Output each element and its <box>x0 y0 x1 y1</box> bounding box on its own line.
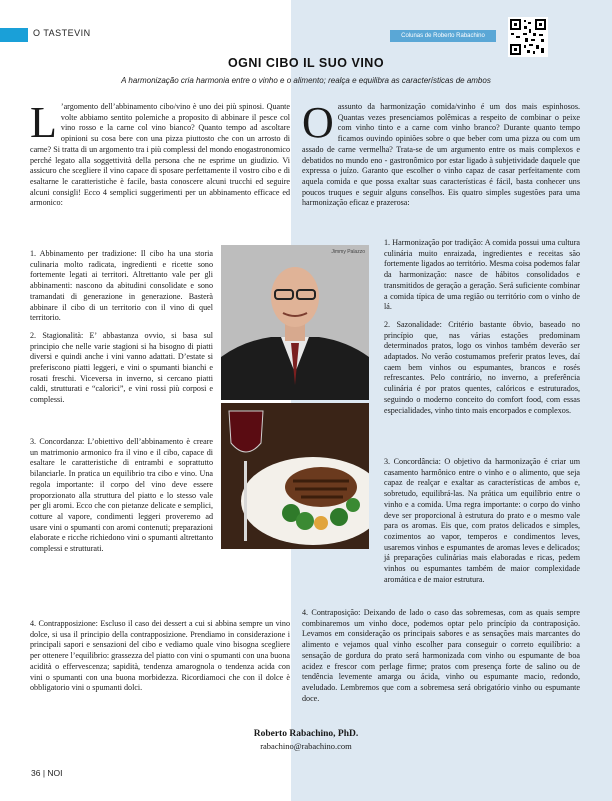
italian-point-1: 1. Abbinamento per tradizione: Il cibo ha una storia culinaria molto radicata, ingredienti e ricette sono fortemente legati ai territori. Altrettanto vale per gli abbinamenti: nascono da abitudini consolidate e sono tramandati di generazione in generazione. Basterà abbinare il cibo di un territorio con il vino di quel territorio. <box>30 249 213 323</box>
italian-intro: ’argomento dell’abbinamento cibo/vino è uno dei più spinosi. Quante volte abbiamo sentito polemiche a proposito di abbinare il pesce col vino rosso e la carne col vino bianco? Quanto tempo ad ascoltare opinioni su cosa bere con una pizza piuttosto che con un arrosto di carne? Si tratta di un argomento tra i più complessi del mondo enogastronomico perché legato alla soggettività della persona che ne esprime un giudizio. Vi assicuro che scegliere il vino capace di sposare perfettamente il vostro cibo e di esaltarne le caratteristiche è facile, basta conoscere alcuni trucchi ed seguire alcuni consigli! Ecco 4 semplici suggerimenti per un abbinamento efficace ed armonico: <box>30 102 290 208</box>
author-photo <box>221 245 369 400</box>
author-email[interactable]: rabachino@rabachino.com <box>260 741 352 751</box>
portuguese-column-right <box>384 238 580 423</box>
page-footer: 36 | NOI <box>31 768 63 778</box>
author-name: Roberto Rabachino, PhD. <box>253 729 359 739</box>
food-wine-photo <box>221 403 369 549</box>
italian-point-4: 4. Contrapposizione: Escluso il caso dei dessert a cui si abbina sempre un vino dolce, si usa il principio della contrapposizione. Prendiamo in considerazione i principali sapori e sensazioni del cibo e vediamo quale vino bisogna scegliere per ottenere l’equilibrio: grassezza del piatto con vini o spumanti con una buona acidità o effervescenza; sapidità, tendenza amarognola o tendenza acida con vini o spumanti con una buona morbidezza. Ricordiamoci che con il dolce è obbligatorio vini o spumanti dolci. <box>30 619 290 693</box>
drop-cap-o: O <box>302 98 334 147</box>
portuguese-intro: assunto da harmonização comida/vinho é um dos mais espinhosos. Quantas vezes presenciamos polêmicas a respeito de combinar o peixe com vinho tinto e a carne com vinho branco? Durante quanto tempo ficamos ouvindo opiniões sobre o que beber com uma pizza ou com um assado de carne vermelha? Trata-se de um argumento entre os mais complexos e debatidos no mundo eno - gastronômico por estar ligado à subjetividade daquele que expressa o juízo. Garanto que escolher o vinho capaz de casar perfeitamente com aquela comida e que possa exaltar suas características é fácil, basta conhecer uns poucos truques e seguir alguns conselhos. Eis quatro simples sugestões para uma harmonização eficaz e prazerosa: <box>302 102 580 208</box>
portuguese-point-2: 2. Sazonalidade: Critério bastante óbvio, baseado no princípio que, nas várias estações predominam determinados pratos, logo os vinhos também deverão ser adaptados. No verão costumamos preferir pratos leves, daí caem bem vinhos ou espumantes, brancos e rosés refrescantes. Pelo contrário, no inverno, a preferência culinária é por pratos quentes, calóricos e estruturados, seguindo o moderno conceito do comfort food, com essas especialidades, vinho tinto mais encorpados e complexos. <box>384 319 580 415</box>
section-tab-marker <box>0 28 28 42</box>
article-subtitle: A harmonização cria harmonia entre o vinho e o alimento; realça e equilibra as características de ambos <box>121 76 491 85</box>
drop-cap-l: L <box>30 98 57 147</box>
portuguese-point-4: 4. Contraposição: Deixando de lado o caso das sobremesas, com as quais sempre combinaremos um vinho doce, podemos optar pelo princípio da contraposição. Levamos em consideração os principais sabores e as sensações mais marcantes do alimento e vejamos qual vinho escolher para conseguir o correto equilíbrio: a sensação de gordura do prato será harmonizada com vinho ou espumante de boa acidez e frescor com perlage firme; pratos com presença forte de salino ou de tendência levemente amarga ou ácida, vinho ou espumante macio, redondo, aveludado. Lembremos que com a sobremesa será obrigatório vinho ou espumante doce. <box>302 608 580 703</box>
photo-credit: Jimmy Palazzo <box>331 249 365 255</box>
italian-point-3: 3. Concordanza: L’obiettivo dell’abbinamento è creare un matrimonio armonico fra il vino e il cibo, capace di esaltare le caratteristiche di entrambi e soprattutto bilanciarle. In pratica un equilibrio tra cibo e vino. Una regola importante: il corpo del vino deve essere proporzionato alla struttura del piatto e lo stesso vale per gli aromi. Ecco che con pietanze delicate e semplici, cotture al vapore, condimenti leggeri proveremo ad usare vini o spumanti con aromi contenuti; preparazioni elaborate e ricche richiedono vini o spumanti altrettanto complessi e strutturati. <box>30 437 213 554</box>
portuguese-point-1: 1. Harmonização por tradição: A comida possui uma cultura culinária muito enraizada, ingredientes e receitas são fortemente ligados ao território. Mesma coisa podemos falar da harmonização: nasce de hábitos consolidados e transmitidos de geração a geração. Será suficiente combinar a comida típica de uma região ou território com o vinho de lá. <box>384 238 580 312</box>
portuguese-intro-block <box>302 98 580 216</box>
italian-intro-block <box>30 98 290 216</box>
section-label: O TASTEVIN <box>33 28 91 38</box>
article-title: OGNI CIBO IL SUO VINO <box>227 56 385 70</box>
qr-code-icon[interactable] <box>508 17 548 57</box>
italian-point-2: 2. Stagionalità: E’ abbastanza ovvio, si basa sul principio che nelle varie stagioni si ha bisogno di piatti diversi e quindi anche i vini vanno adattati. D’estate si preferiscono piatti leggeri, e vini o spumanti bianchi e rosati freschi. Viceversa in inverno, si cercano piatti caldi, strutturati e “calorici”, e vini rossi più corposi e complessi. <box>30 330 213 405</box>
portuguese-point-3: 3. Concordância: O objetivo da harmonização é criar um casamento harmônico entre o vinho e o alimento, que seja capaz de realçar e exaltar as características de ambos e, sobretudo, equilibrá-las. Na prática um equilíbrio entre o vinho e a comida. Uma regra importante: o corpo do vinho deve ser proporcional à estrutura do prato e o mesmo vale para os aromas. Eis que, com pratos delicados e simples, cozimentos ao vapor, temperos e condimentos leves, usaremos vinhos e espumantes de aromas leves e delicados; já preparações culinárias mais elaboradas e ricas, pedem vinhos ou espumantes também de maior complexidade aromática e de maior estrutura. <box>384 457 580 584</box>
column-badge: Colunas de Roberto Rabachino <box>390 30 496 42</box>
italian-column-left <box>30 249 213 413</box>
